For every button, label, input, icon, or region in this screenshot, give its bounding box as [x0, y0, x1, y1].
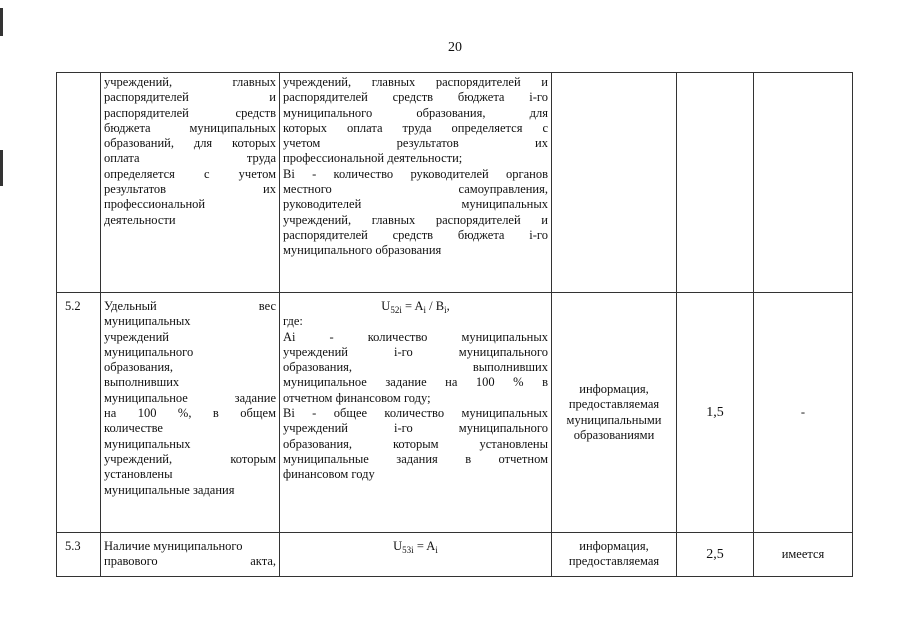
data-source: информация, предоставляемая муниципальными образованиями — [552, 293, 677, 533]
formula: $U_{52i} = A_i / B_i$, — [381, 299, 450, 315]
extra-value: имеется — [754, 533, 853, 577]
extra-value: - — [754, 293, 853, 533]
formula-description: учреждений, главных распорядителей и распорядителей средств бюджета i-го муниципального образования, для которых оплата труда определяется с учетом результатов их профессиональной деятельности; Bi - количество руководителей органов местного самоуправления, руководителей муниципальных учреждений, главных распорядителей и распорядителей средств бюджета i-го муниципального образования — [280, 73, 552, 293]
row-number: 5.2 — [57, 293, 101, 533]
page-number: 20 — [448, 40, 462, 55]
formula-description: $U_{52i} = A_i / B_i$, где: Ai - количество муниципальных учреждений i-го муниципального образования, выполнивших муниципальное задание на 100 % в отчетном финансовом году; Bi - общее количество муниципальных учреждений i-го муниципального образования, которым установлены муниципальные задания в отчетном финансовом году — [280, 293, 552, 533]
table-row — [57, 73, 853, 293]
data-source: информация, предоставляемая — [552, 533, 677, 577]
table-row — [57, 293, 853, 533]
indicator-name: Наличие муниципального правового акта, — [101, 533, 280, 577]
extra-value — [754, 73, 853, 293]
left-margin-mark — [0, 0, 4, 640]
weight: 2,5 — [677, 533, 754, 577]
weight: 1,5 — [677, 293, 754, 533]
weight — [677, 73, 754, 293]
row-number — [57, 73, 101, 293]
indicator-table — [56, 72, 853, 577]
table-row — [57, 533, 853, 577]
formula: $U_{53i} = A_i$ — [393, 539, 438, 555]
row-number: 5.3 — [57, 533, 101, 577]
data-source — [552, 73, 677, 293]
indicator-name: учреждений, главных распорядителей и распорядителей средств бюджета муниципальных образований, для которых оплата труда определяется с учетом результатов их профессиональной деятельности — [101, 73, 280, 293]
indicator-name: Удельный вес муниципальных учреждений муниципального образования, выполнивших муниципальное задание на 100 %, в общем количестве муниципальных учреждений, которым установлены муниципальные задания — [101, 293, 280, 533]
formula-description — [280, 533, 552, 577]
